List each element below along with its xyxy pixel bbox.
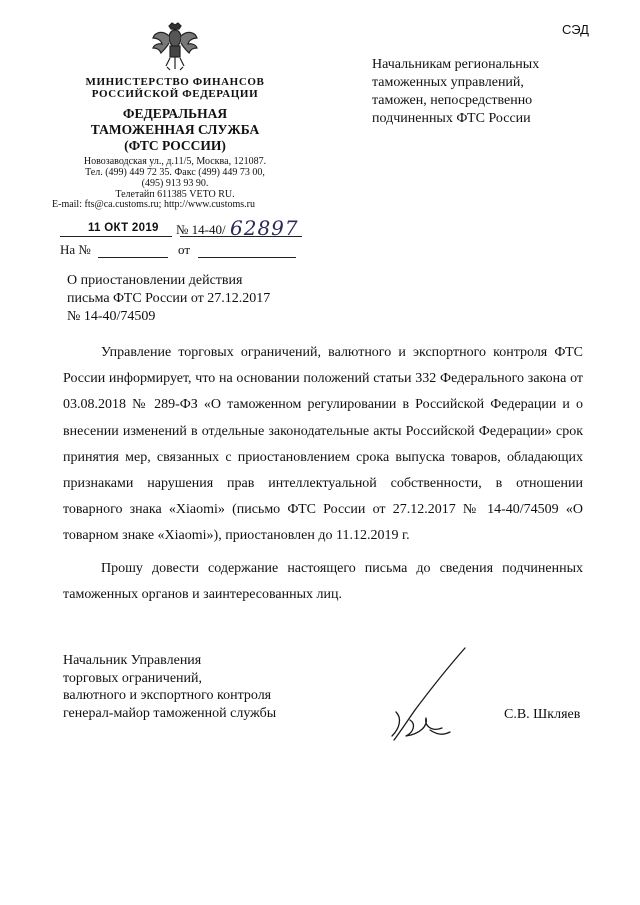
letter-body	[63, 340, 583, 608]
signatory-title-line: валютного и экспортного контроля	[63, 688, 272, 703]
recipient-line: Начальникам региональных	[372, 57, 540, 72]
signatory-title-line: генерал-майор таможенной службы	[63, 705, 277, 721]
recipient-line: таможенных управлений,	[372, 75, 524, 90]
teletype: Телетайп 611385 VETO RU.	[115, 189, 235, 200]
outgoing-number-prefix: № 14-40/	[176, 222, 226, 237]
sed-mark: СЭД	[562, 22, 589, 37]
agency-line: (ФТС РОССИИ)	[124, 138, 226, 153]
signatory-title-line: торговых ограничений,	[63, 670, 203, 686]
email-line: E-mail: fts@ca.customs.ru; http://www.customs.ru	[52, 199, 255, 210]
recipient-line: таможен, непосредственно	[372, 93, 533, 108]
agency-line: ТАМОЖЕННАЯ СЛУЖБА	[90, 122, 260, 137]
ref-number-label: На №	[60, 242, 91, 257]
outgoing-number-handwritten: 62897	[230, 216, 299, 240]
ref-number-blank	[98, 257, 168, 258]
date-underline	[60, 236, 172, 237]
address: Новозаводская ул., д.11/5, Москва, 121087.	[83, 156, 267, 167]
ministry-name	[60, 76, 290, 100]
subject-line: письма ФТС России от 27.12.2017	[67, 291, 271, 306]
signatory-title	[63, 652, 343, 722]
agency-name	[60, 106, 290, 154]
letter-subject	[67, 272, 327, 326]
body-paragraph: Управление торговых ограничений, валютного и экспортного контроля ФТС России информирует, что на основании положений статьи 332 Федерального закона от 03.08.2018 № 289-ФЗ «О таможенном регулировании в Российской Федерации и о внесении изменений в отдельные законодательные акты Российской Федерации» срок принятия мер, связанных с приостановлением срока выпуска товаров, обладающих признаками нарушения прав интеллектуальной собственности, в отношении товарного знака «Xiaomi» (письмо ФТС России от 27.12.2017 № 14-40/74509 «О товарном знаке «Xiaomi»), приостановлен до 11.12.2019 г.	[63, 345, 583, 544]
body-paragraph: Прошу довести содержание настоящего письма до сведения подчиненных таможенных органов и заинтересованных лиц.	[63, 560, 583, 602]
reference-line	[60, 242, 310, 260]
phone-2: (495) 913 93 90.	[141, 178, 209, 189]
registration-line	[60, 216, 300, 242]
ref-date-blank	[198, 257, 296, 258]
handwritten-signature-icon	[370, 640, 480, 750]
ref-date-label: от	[178, 242, 191, 257]
signatory-title-line: Начальник Управления	[63, 653, 202, 668]
recipients	[372, 56, 602, 128]
coat-of-arms-icon	[150, 20, 200, 74]
recipient-line: подчиненных ФТС России	[372, 111, 531, 126]
ministry-line: МИНИСТЕРСТВО ФИНАНСОВ	[85, 76, 265, 88]
ministry-line: РОССИЙСКОЙ ФЕДЕРАЦИИ	[91, 88, 259, 100]
subject-line: № 14-40/74509	[67, 309, 156, 324]
subject-line: О приостановлении действия	[67, 273, 243, 288]
number-underline	[180, 236, 302, 237]
signer-name: С.В. Шкляев	[504, 707, 581, 722]
agency-line: ФЕДЕРАЛЬНАЯ	[122, 106, 228, 121]
date-stamp: 11 ОКТ 2019	[88, 222, 159, 234]
agency-contacts	[60, 156, 290, 200]
phone: Тел. (499) 449 72 35. Факс (499) 449 73 00,	[85, 167, 265, 178]
